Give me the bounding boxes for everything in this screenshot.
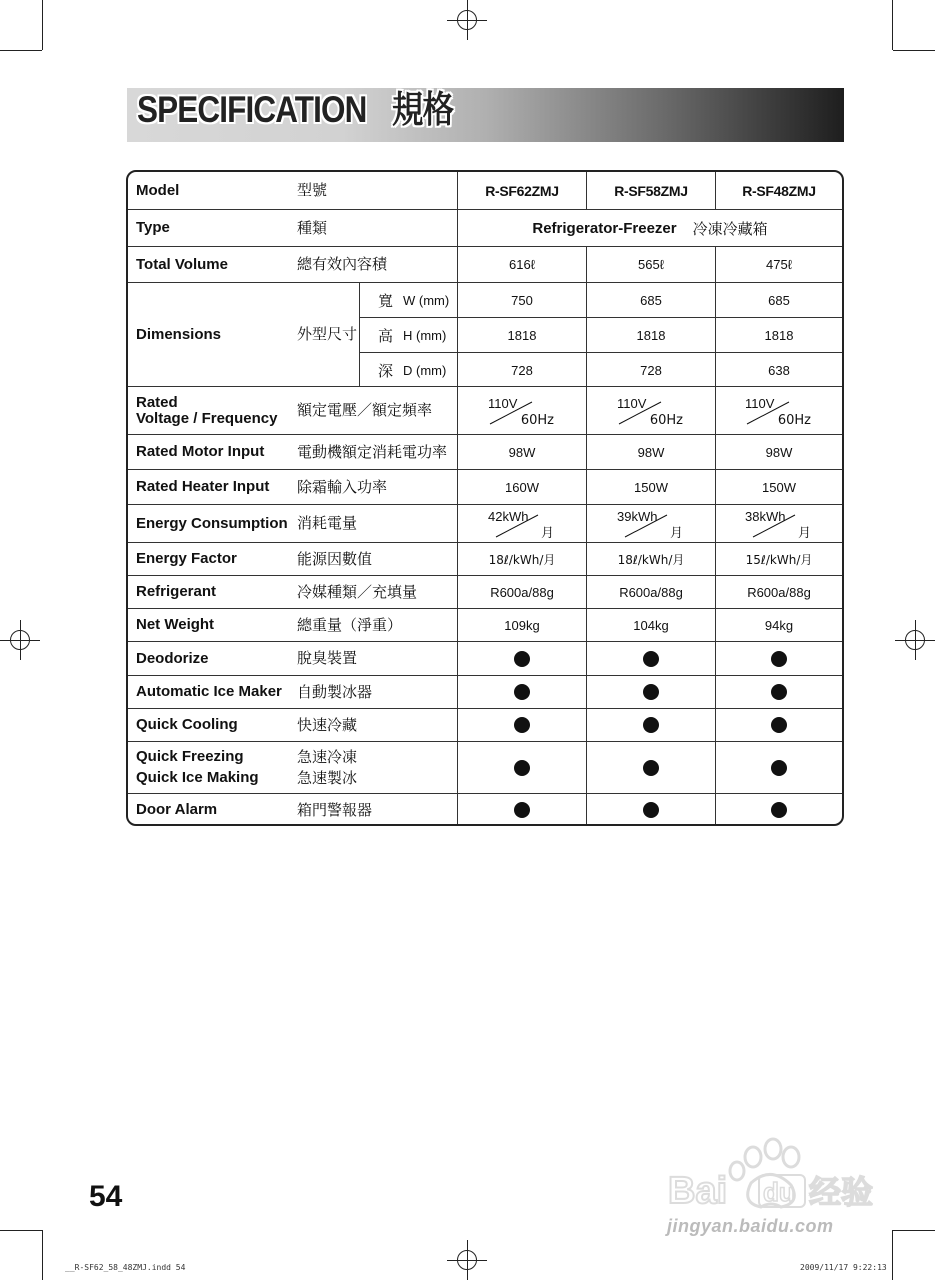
crop-mark [893, 1230, 935, 1231]
label-zh: 種類 [297, 218, 328, 237]
label-zh: 快速冷藏 [297, 715, 358, 734]
value-cell: 98W [586, 435, 715, 469]
value-cell: 616ℓ [457, 247, 586, 282]
value-cell: 728 [586, 353, 715, 387]
value-cell: 104kg [586, 609, 715, 641]
page-title [137, 85, 453, 135]
energy-value: 38kWh [745, 508, 786, 524]
dimension-sub-labels [359, 283, 457, 386]
svg-text:经验: 经验 [809, 1173, 874, 1211]
footer-timestamp: 2009/11/17 9:22:13 [800, 1263, 887, 1272]
feature-cell [586, 676, 715, 708]
label-zh: 箱門警報器 [297, 800, 373, 819]
label-en: Type [136, 219, 170, 236]
table-row-energy-factor [128, 543, 842, 576]
value-cell: 565ℓ [586, 247, 715, 282]
voltage-value: 110V [745, 395, 775, 411]
feature-dot-icon [643, 717, 659, 733]
label-zh: 自動製冰器 [297, 682, 373, 701]
dimension-depth-label: 深 D (mm) [378, 361, 447, 380]
label-zh: 總重量（淨重） [297, 615, 403, 634]
feature-dot-icon [771, 651, 787, 667]
label-zh: 外型尺寸 [297, 325, 358, 343]
table-row-rated-heater [128, 470, 842, 505]
registration-mark-icon [0, 620, 40, 660]
watermark-text: jingyan.baidu.com [667, 1216, 834, 1236]
feature-dot-icon [514, 760, 530, 776]
table-row-type [128, 210, 842, 247]
value-cell [586, 505, 715, 542]
feature-dot-icon [514, 651, 530, 667]
feature-dot-icon [771, 717, 787, 733]
svg-text:du: du [763, 1177, 795, 1207]
frequency-value: 60Hz [649, 412, 683, 428]
page-number: 54 [89, 1180, 123, 1213]
feature-dot-icon [771, 760, 787, 776]
dimension-height-label: 高 H (mm) [360, 318, 458, 353]
table-row-rated-motor [128, 435, 842, 470]
title-zh: 規格 [392, 88, 454, 131]
table-row-dimensions [128, 283, 842, 387]
value-cell: R600a/88g [457, 576, 586, 608]
label-zh: 急速冷凍 急速製冰 [297, 747, 358, 787]
label-zh: 能源因數值 [297, 549, 373, 568]
voltage-value: 110V [488, 395, 518, 411]
feature-dot-icon [514, 717, 530, 733]
value-cell: 18ℓ/kWh/月 [586, 543, 715, 575]
registration-mark-icon [447, 1240, 487, 1280]
energy-unit: 月 [797, 525, 811, 541]
feature-cell [586, 709, 715, 741]
registration-mark-icon [447, 0, 487, 40]
table-row-quick-freezing [128, 742, 842, 794]
feature-cell [586, 642, 715, 675]
value-cell: 15ℓ/kWh/月 [715, 543, 842, 575]
label-en: Quick Cooling [136, 716, 238, 733]
value-cell: 160W [457, 470, 586, 504]
table-row-quick-cooling [128, 709, 842, 742]
value-cell: R600a/88g [586, 576, 715, 608]
label-en: Refrigerant [136, 583, 217, 600]
dimension-width-label: 寬 W (mm) [360, 283, 458, 318]
value-cell: 98W [715, 435, 842, 469]
energy-value: 39kWh [617, 508, 658, 524]
table-row-total-volume [128, 247, 842, 283]
type-value [457, 210, 842, 246]
value-cell: 109kg [457, 609, 586, 641]
value-cell: 18ℓ/kWh/月 [457, 543, 586, 575]
crop-mark [893, 50, 935, 51]
label-en: Rated Heater Input [136, 478, 270, 495]
label-zh: 總有效內容積 [297, 255, 388, 273]
value-cell [715, 387, 842, 434]
label-en: Total Volume [136, 255, 228, 273]
feature-cell [457, 709, 586, 741]
label-en: Model [136, 181, 180, 199]
feature-cell [457, 742, 586, 793]
value-cell: 728 [457, 353, 586, 387]
value-cell [715, 505, 842, 542]
feature-dot-icon [643, 651, 659, 667]
label-zh: 型號 [297, 181, 328, 199]
feature-cell [457, 794, 586, 826]
table-row-rated-voltage [128, 387, 842, 435]
frequency-value: 60Hz [777, 412, 811, 428]
model-header: R-SF48ZMJ [715, 172, 842, 209]
value-cell: 750 [457, 283, 586, 318]
value-cell: R600a/88g [715, 576, 842, 608]
label-en: Dimensions [136, 325, 222, 343]
value-cell: 475ℓ [715, 247, 842, 282]
label-en: Rated Motor Input [136, 443, 265, 460]
feature-dot-icon [771, 802, 787, 818]
feature-dot-icon [643, 760, 659, 776]
svg-text:Bai: Bai [668, 1170, 728, 1212]
feature-cell [457, 676, 586, 708]
crop-mark [0, 50, 42, 51]
crop-mark [892, 0, 893, 50]
label-en: Net Weight [136, 616, 215, 633]
value-cell [457, 505, 586, 542]
frequency-value: 60Hz [520, 412, 554, 428]
table-row-energy-consumption [128, 505, 842, 543]
value-cell: 1818 [586, 318, 715, 353]
feature-cell [586, 742, 715, 793]
feature-cell [715, 709, 842, 741]
value-cell: 98W [457, 435, 586, 469]
crop-mark [42, 1230, 43, 1280]
table-row-deodorize [128, 642, 842, 676]
feature-cell [715, 742, 842, 793]
label-zh: 額定電壓／額定頻率 [297, 401, 433, 419]
label-zh: 消耗電量 [297, 514, 358, 532]
feature-dot-icon [643, 684, 659, 700]
feature-cell [457, 642, 586, 675]
energy-unit: 月 [540, 525, 554, 541]
label-en: Rated Voltage / Frequency [136, 393, 278, 427]
feature-cell [715, 676, 842, 708]
feature-dot-icon [514, 684, 530, 700]
label-zh: 除霜輸入功率 [297, 477, 388, 496]
value-cell: 150W [715, 470, 842, 504]
crop-mark [42, 0, 43, 50]
table-row-model [128, 172, 842, 210]
label-zh: 電動機額定消耗電功率 [297, 442, 448, 461]
type-value-en: Refrigerator-Freezer [532, 219, 677, 237]
value-cell: 638 [715, 353, 842, 387]
feature-dot-icon [643, 802, 659, 818]
value-cell [586, 387, 715, 434]
label-en: Door Alarm [136, 801, 218, 818]
value-cell: 1818 [457, 318, 586, 353]
registration-mark-icon [895, 620, 935, 660]
label-en: Automatic Ice Maker [136, 683, 282, 700]
feature-cell [715, 794, 842, 826]
value-cell [457, 387, 586, 434]
feature-cell [715, 642, 842, 675]
table-row-refrigerant [128, 576, 842, 609]
title-en: SPECIFICATION [137, 89, 367, 130]
feature-dot-icon [771, 684, 787, 700]
label-en: Quick Freezing Quick Ice Making [136, 748, 259, 786]
crop-mark [0, 1230, 42, 1231]
footer-filename: __R-SF62_58_48ZMJ.indd 54 [65, 1263, 186, 1272]
type-value-zh: 冷凍冷藏箱 [692, 219, 768, 238]
voltage-value: 110V [617, 395, 647, 411]
table-row-net-weight [128, 609, 842, 642]
model-header: R-SF58ZMJ [586, 172, 715, 209]
feature-dot-icon [514, 802, 530, 818]
feature-cell [586, 794, 715, 826]
energy-unit: 月 [669, 525, 683, 541]
table-row-door-alarm [128, 794, 842, 826]
label-en: Energy Consumption [136, 514, 288, 532]
label-zh: 冷媒種類／充填量 [297, 582, 418, 601]
spec-table [126, 170, 844, 826]
label-zh: 脫臭裝置 [297, 649, 358, 667]
value-cell: 1818 [715, 318, 842, 353]
value-cell: 150W [586, 470, 715, 504]
label-en: Energy Factor [136, 550, 237, 567]
value-cell: 685 [715, 283, 842, 318]
energy-value: 42kWh [488, 508, 529, 524]
label-en: Deodorize [136, 649, 209, 667]
table-row-ice-maker [128, 676, 842, 709]
model-header: R-SF62ZMJ [457, 172, 586, 209]
value-cell: 94kg [715, 609, 842, 641]
value-cell: 685 [586, 283, 715, 318]
